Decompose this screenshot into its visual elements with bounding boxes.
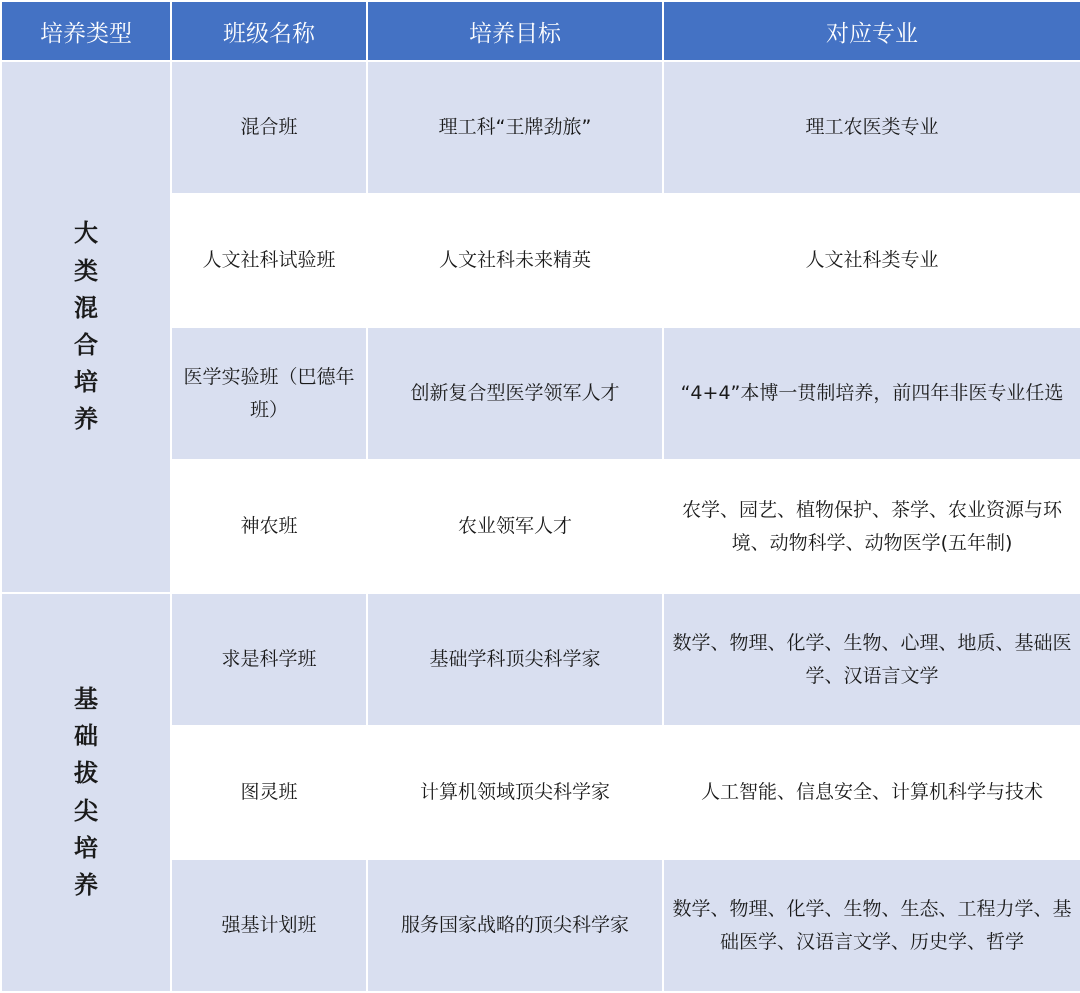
majors-cell: 理工农医类专业 bbox=[663, 61, 1080, 194]
goal-cell: 计算机领域顶尖科学家 bbox=[367, 726, 663, 859]
majors-cell: 人工智能、信息安全、计算机科学与技术 bbox=[663, 726, 1080, 859]
goal-cell: 基础学科顶尖科学家 bbox=[367, 593, 663, 726]
header-majors: 对应专业 bbox=[663, 1, 1080, 61]
header-class-name: 班级名称 bbox=[171, 1, 367, 61]
goal-cell: 服务国家战略的顶尖科学家 bbox=[367, 859, 663, 992]
majors-cell: 数学、物理、化学、生物、心理、地质、基础医学、汉语言文学 bbox=[663, 593, 1080, 726]
table-row bbox=[1, 61, 1080, 194]
majors-cell: 农学、园艺、植物保护、茶学、农业资源与环境、动物科学、动物医学(五年制) bbox=[663, 460, 1080, 593]
class-cell: 强基计划班 bbox=[171, 859, 367, 992]
class-cell: 混合班 bbox=[171, 61, 367, 194]
goal-cell: 理工科“王牌劲旅” bbox=[367, 61, 663, 194]
majors-cell: 数学、物理、化学、生物、生态、工程力学、基础医学、汉语言文学、历史学、哲学 bbox=[663, 859, 1080, 992]
goal-cell: 农业领军人才 bbox=[367, 460, 663, 593]
majors-cell: “4+4”本博一贯制培养，前四年非医专业任选 bbox=[663, 327, 1080, 460]
type-cell-group-1 bbox=[1, 61, 171, 593]
class-cell: 图灵班 bbox=[171, 726, 367, 859]
header-row bbox=[1, 1, 1080, 61]
header-training-type: 培养类型 bbox=[1, 1, 171, 61]
goal-cell: 人文社科未来精英 bbox=[367, 194, 663, 327]
goal-cell: 创新复合型医学领军人才 bbox=[367, 327, 663, 460]
table-row bbox=[1, 593, 1080, 726]
majors-cell: 人文社科类专业 bbox=[663, 194, 1080, 327]
class-cell: 求是科学班 bbox=[171, 593, 367, 726]
header-training-goal: 培养目标 bbox=[367, 1, 663, 61]
class-cell: 人文社科试验班 bbox=[171, 194, 367, 327]
class-cell: 医学实验班（巴德年班） bbox=[171, 327, 367, 460]
class-cell: 神农班 bbox=[171, 460, 367, 593]
type-label: 大类混合培养 bbox=[73, 219, 98, 434]
type-label: 基础拔尖培养 bbox=[73, 684, 98, 899]
type-cell-group-2 bbox=[1, 593, 171, 992]
